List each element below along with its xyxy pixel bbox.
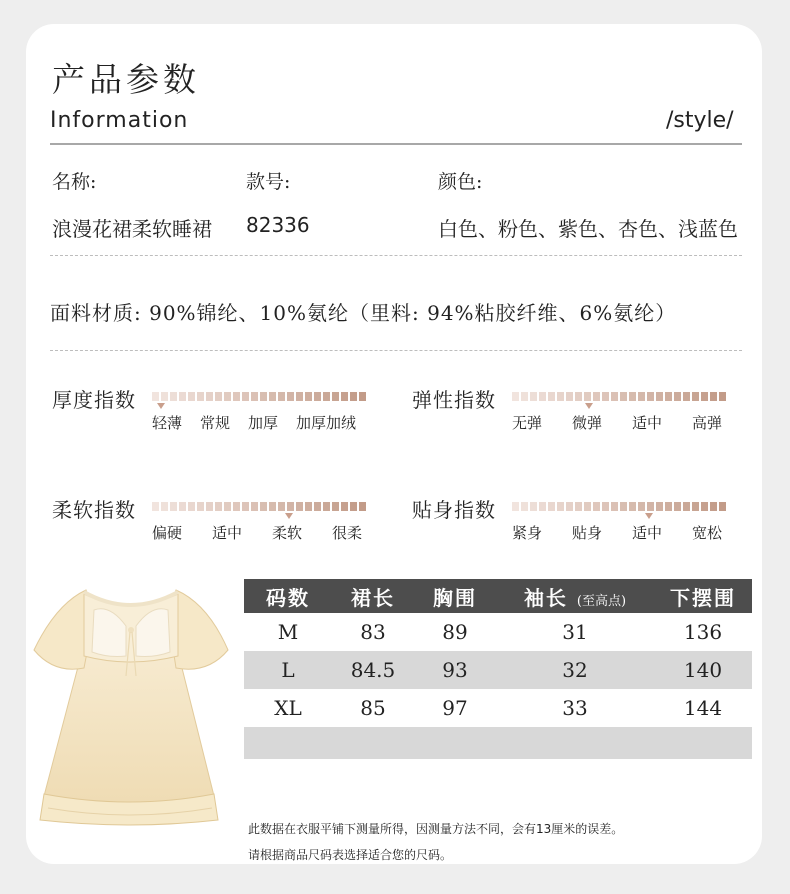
col-bust: 胸围: [414, 579, 496, 613]
rating-bar-segment: [251, 392, 258, 401]
rating-bar-segment: [521, 502, 528, 511]
rating-bar-segment: [710, 502, 717, 511]
col-sleeve: [496, 579, 654, 613]
rating-bar-segment: [629, 392, 636, 401]
rating-bar-segment: [242, 502, 249, 511]
rating-bar-segment: [233, 502, 240, 511]
col-sleeve-note: (至高点): [576, 593, 627, 609]
table-cell: 31: [562, 620, 588, 644]
table-cell: 97: [442, 696, 468, 720]
col-size: 码数: [244, 579, 332, 613]
color-value: 白色、粉色、紫色、杏色、浅蓝色: [438, 217, 738, 241]
rating-bar-segment: [611, 502, 618, 511]
rating-bar-segment: [161, 502, 168, 511]
table-cell: 140: [654, 651, 752, 689]
rating-bar-segment: [674, 392, 681, 401]
rating-bar-segment: [584, 392, 591, 401]
rating-bar-segment: [269, 502, 276, 511]
rating-bar-segment: [269, 392, 276, 401]
rating-option-label: 适中: [632, 414, 663, 432]
table-cell: 85: [360, 696, 386, 720]
rating-bar-segment: [602, 502, 609, 511]
table-row: [244, 689, 752, 727]
rating-title: 厚度指数: [52, 388, 136, 412]
rating-bar-segment: [206, 502, 213, 511]
rating-bar-segment: [170, 502, 177, 511]
rating-marker-icon: [157, 403, 165, 409]
rating-option-label: 贴身: [572, 524, 603, 542]
rating-bar-segment: [341, 392, 348, 401]
rating-bar-segment: [323, 502, 330, 511]
rating-bar-segment: [647, 502, 654, 511]
size-table: [244, 579, 752, 759]
rating-bar-segment: [332, 392, 339, 401]
rating-bar-segment: [665, 502, 672, 511]
rating-bar: [512, 502, 726, 511]
page-title: 产品参数: [52, 60, 200, 99]
rating-option-label: 柔软: [272, 524, 303, 542]
rating-bar: [152, 502, 366, 511]
dress-image: [26, 564, 236, 834]
rating-option-label: 适中: [212, 524, 243, 542]
rating-bar-segment: [215, 502, 222, 511]
rating-bar-segment: [224, 392, 231, 401]
rating-bar-segment: [278, 502, 285, 511]
rating-bar-segment: [566, 502, 573, 511]
model-value: 82336: [246, 213, 310, 237]
rating-bar-segment: [566, 392, 573, 401]
rating-bar-segment: [242, 392, 249, 401]
rating-bar-segment: [638, 392, 645, 401]
rating-bar-segment: [350, 392, 357, 401]
rating-bar-segment: [548, 502, 555, 511]
color-label: 颜色:: [438, 171, 483, 193]
table-cell: M: [277, 620, 299, 644]
rating-bar-segment: [215, 392, 222, 401]
rating-bar-segment: [656, 392, 663, 401]
rating-bar-segment: [197, 392, 204, 401]
rating-option-label: 很柔: [332, 524, 363, 542]
rating-bar-segment: [206, 392, 213, 401]
rating-bar-segment: [548, 392, 555, 401]
col-hem: 下摆围: [654, 579, 752, 613]
rating-bar-segment: [512, 392, 519, 401]
table-row: [244, 613, 752, 651]
table-cell: 84.5: [332, 651, 414, 689]
rating-bar-segment: [710, 392, 717, 401]
rating-bar-segment: [233, 392, 240, 401]
rating-bar-segment: [575, 392, 582, 401]
table-cell: 93: [414, 651, 496, 689]
rating-marker-icon: [645, 513, 653, 519]
fabric-divider: [50, 350, 742, 351]
rating-bar-segment: [629, 502, 636, 511]
rating-option-label: 常规: [200, 414, 231, 432]
rating-bar-segment: [188, 392, 195, 401]
table-row-empty: [244, 727, 752, 759]
size-table-header: [244, 579, 752, 613]
rating-marker-icon: [285, 513, 293, 519]
rating-bar-segment: [152, 502, 159, 511]
model-label: 款号:: [246, 171, 291, 193]
rating-bar-segment: [152, 392, 159, 401]
rating-bar-segment: [611, 392, 618, 401]
rating-bar-segment: [719, 502, 726, 511]
rating-bar-segment: [602, 392, 609, 401]
rating-option-label: 无弹: [512, 414, 543, 432]
size-advice-note: 请根据商品尺码表选择适合您的尺码。: [248, 848, 453, 862]
rating-bar-segment: [278, 392, 285, 401]
rating-bar-segment: [593, 392, 600, 401]
rating-bar-segment: [512, 502, 519, 511]
fabric-composition: 面料材质: 90%锦纶、10%氨纶（里料: 94%粘胶纤维、6%氨纶）: [50, 301, 677, 325]
rating-option-label: 紧身: [512, 524, 543, 542]
rating-bar-segment: [557, 502, 564, 511]
rating-bar-segment: [359, 392, 366, 401]
rating-bar-segment: [287, 392, 294, 401]
rating-bar-segment: [530, 392, 537, 401]
rating-title: 贴身指数: [412, 498, 496, 522]
rating-bar-segment: [656, 502, 663, 511]
style-tag: /style/: [666, 108, 734, 133]
section-subtitle: Information: [50, 108, 189, 133]
rating-bar-segment: [170, 392, 177, 401]
rating-bar-segment: [260, 392, 267, 401]
rating-bar-segment: [683, 392, 690, 401]
table-cell: 83: [360, 620, 386, 644]
rating-block: [52, 494, 392, 554]
rating-bar-segment: [341, 502, 348, 511]
rating-block: [52, 384, 392, 444]
rating-bar-segment: [638, 502, 645, 511]
rating-option-label: 加厚加绒: [296, 414, 357, 432]
rating-bar-segment: [287, 502, 294, 511]
rating-bar-segment: [539, 392, 546, 401]
rating-bar-segment: [539, 502, 546, 511]
rating-option-label: 加厚: [248, 414, 279, 432]
table-cell: L: [244, 651, 332, 689]
rating-bar-segment: [296, 502, 303, 511]
rating-bar-segment: [323, 392, 330, 401]
rating-bar-segment: [575, 502, 582, 511]
rating-bar-segment: [620, 392, 627, 401]
rating-bar-segment: [692, 502, 699, 511]
rating-bar-segment: [692, 392, 699, 401]
rating-bar: [512, 392, 726, 401]
rating-bar-segment: [305, 392, 312, 401]
rating-bar-segment: [647, 392, 654, 401]
table-cell: 32: [496, 651, 654, 689]
table-cell: [244, 727, 752, 759]
rating-bar-segment: [296, 392, 303, 401]
rating-bar-segment: [359, 502, 366, 511]
rating-bar-segment: [521, 392, 528, 401]
rating-bar-segment: [665, 392, 672, 401]
table-cell: 89: [442, 620, 468, 644]
measurement-note: 此数据在衣服平铺下测量所得，因测量方法不同，会有13厘米的误差。: [248, 822, 624, 836]
rating-block: [412, 384, 752, 444]
table-row: [244, 651, 752, 689]
name-value: 浪漫花裙柔软睡裙: [52, 217, 212, 241]
rating-title: 柔软指数: [52, 498, 136, 522]
rating-bar: [152, 392, 366, 401]
rating-bar-segment: [584, 502, 591, 511]
rating-option-label: 轻薄: [152, 414, 183, 432]
rating-option-label: 微弹: [572, 414, 603, 432]
rating-bar-segment: [701, 392, 708, 401]
col-sleeve-label: 袖长: [523, 585, 568, 610]
rating-bar-segment: [620, 502, 627, 511]
rating-bar-segment: [350, 502, 357, 511]
rating-bar-segment: [179, 392, 186, 401]
rating-title: 弹性指数: [412, 388, 496, 412]
col-length: 裙长: [332, 579, 414, 613]
rating-option-label: 宽松: [692, 524, 723, 542]
rating-bar-segment: [314, 392, 321, 401]
table-cell: XL: [274, 696, 302, 720]
rating-bar-segment: [593, 502, 600, 511]
rating-option-label: 偏硬: [152, 524, 183, 542]
rating-option-label: 适中: [632, 524, 663, 542]
rating-bar-segment: [260, 502, 267, 511]
rating-bar-segment: [701, 502, 708, 511]
rating-option-label: 高弹: [692, 414, 723, 432]
rating-bar-segment: [188, 502, 195, 511]
rating-bar-segment: [530, 502, 537, 511]
rating-bar-segment: [674, 502, 681, 511]
rating-marker-icon: [585, 403, 593, 409]
rating-bar-segment: [224, 502, 231, 511]
product-params-card: [26, 24, 762, 864]
rating-bar-segment: [557, 392, 564, 401]
rating-block: [412, 494, 752, 554]
table-cell: 144: [683, 696, 723, 720]
table-cell: 136: [683, 620, 723, 644]
rating-bar-segment: [683, 502, 690, 511]
rating-bar-segment: [332, 502, 339, 511]
table-cell: 33: [562, 696, 588, 720]
rating-bar-segment: [179, 502, 186, 511]
rating-bar-segment: [161, 392, 168, 401]
rating-bar-segment: [197, 502, 204, 511]
rating-bar-segment: [305, 502, 312, 511]
header-divider: [50, 143, 742, 145]
rating-bar-segment: [314, 502, 321, 511]
specs-divider: [50, 255, 742, 256]
name-label: 名称:: [52, 171, 97, 193]
rating-bar-segment: [251, 502, 258, 511]
rating-bar-segment: [719, 392, 726, 401]
